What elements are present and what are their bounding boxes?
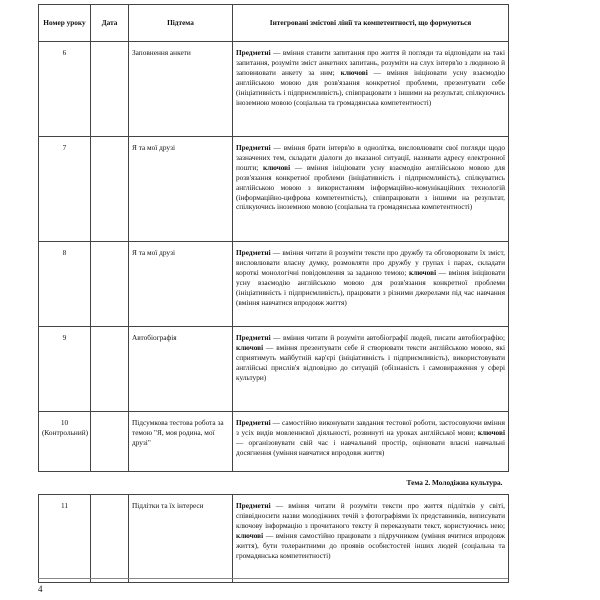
table-row bbox=[39, 42, 509, 137]
table-row bbox=[39, 137, 509, 242]
lesson-date bbox=[91, 242, 129, 327]
header-date: Дата bbox=[91, 5, 129, 42]
key-text: — вміння самостійно працювати з підручником (уміння вчитися впродовж життя), бути толерантними до проявів особистостей інших людей (соціальна та громадянська компетентності) bbox=[236, 530, 505, 560]
subject-text: — вміння брати інтерв'ю в однолітка, висловлювати свої погляди щодо зазначених тем, складати діалоги до вказаної ситуації, називати адресу електронної пошти; bbox=[236, 143, 505, 172]
header-integrated-lines: Інтегровані змістові лінії та компетентності, що формуються bbox=[233, 5, 509, 42]
table-row bbox=[39, 242, 509, 327]
lesson-date bbox=[91, 137, 129, 242]
key-label: ключові bbox=[340, 67, 368, 77]
lesson-plan-table bbox=[38, 4, 509, 583]
table-header-row bbox=[39, 5, 509, 42]
subject-text: — вміння ставити запитання про життя й погляди та відповідати на такі запитання, розуміти зміст анкетних запитань, розуміти на слух інтерв'ю з людиною й заповнювати анкету за ним; bbox=[236, 48, 505, 77]
table-row bbox=[39, 412, 509, 472]
page-number: 4 bbox=[38, 584, 43, 594]
subject-text: — вміння читати й розуміти автобіографії людей, писати автобіографію; bbox=[270, 333, 505, 342]
lesson-subtopic: Підлітки та їх інтереси bbox=[129, 495, 233, 583]
subject-label: Предметні bbox=[236, 48, 271, 57]
lesson-subtopic: Підсумкова тестова робота за темою "Я, моя родина, мої друзі" bbox=[129, 412, 233, 472]
key-text: — організовувати свій час і навчальний простір, оцінювати власні навчальні досягнення (уміння навчатися впродовж життя) bbox=[236, 437, 505, 457]
subject-label: Предметні bbox=[236, 333, 271, 342]
subject-text: — самостійно виконувати завдання тестової роботи, застосовуючи вміння з усіх видів мовленнєвої діяльності, розвинуті на уроках англійської мови; bbox=[236, 418, 505, 437]
lesson-number: 10 (Контрольний) bbox=[39, 412, 91, 472]
subject-label: Предметні bbox=[236, 501, 271, 510]
key-label: ключові bbox=[236, 530, 264, 540]
subject-text: — вміння читати й розуміти тексти про дружбу та обговорювати їх зміст, висловлювати власну думку, розмовляти про дружбу у групах і парах, складати короткі монологічні повідомлення за заданою темою; bbox=[236, 248, 505, 277]
key-label: ключові bbox=[408, 267, 437, 277]
lesson-competences bbox=[233, 495, 509, 583]
key-text: — вміння ініціювати усну взаємодію англійською мовою для розв'язання конкретної проблеми (ініціативність і підприємливість), спілкуватись англійською мовою з використанням інформаційно-комунікаційних технологій (інформаційно-цифрова компетентність), співпрацювати з іншими на результат, спілкуючись іноземною мовою (соціальна та громадянська компетентності) bbox=[236, 162, 505, 212]
lesson-subtopic: Я та мої друзі bbox=[129, 137, 233, 242]
lesson-number: 8 bbox=[39, 242, 91, 327]
lesson-date bbox=[91, 42, 129, 137]
lesson-date bbox=[91, 412, 129, 472]
lesson-competences bbox=[233, 137, 509, 242]
lesson-competences bbox=[233, 412, 509, 472]
lesson-competences bbox=[233, 242, 509, 327]
lesson-date bbox=[91, 495, 129, 583]
key-text: — вміння ініціювати усну взаємодію англійською мовою для розв'язання конкретної проблеми (ініціативність і підприємливість), працювати з різними джерелами під час навчання (вміння навчатися впродовж життя) bbox=[236, 267, 505, 307]
key-label: ключові bbox=[263, 162, 291, 172]
lesson-number: 11 bbox=[39, 495, 91, 583]
topic-heading-row bbox=[39, 472, 509, 495]
key-text: — вміння ініціювати усну взаємодію англійською мовою для розв'язання конкретної проблеми, презентувати себе (ініціативність і підприємливість), співпрацювати з іншими на результат, спілкуючись іноземною мовою (соціальна та громадянська компетентності) bbox=[236, 67, 505, 107]
subject-text: — вміння читати й розуміти тексти про життя підлітків у світі, співвідносити назви молодіжних течій з фотографіями їх представників, виписувати ключову інформацію з прочитаного тексту й переказувати текст, користуючись нею; bbox=[236, 501, 505, 530]
key-label: ключові bbox=[236, 342, 264, 352]
lesson-number: 6 bbox=[39, 42, 91, 137]
header-subtopic: Підтема bbox=[129, 5, 233, 42]
lesson-competences bbox=[233, 327, 509, 412]
table-row bbox=[39, 495, 509, 583]
header-lesson-number: Номер уроку bbox=[39, 5, 91, 42]
subject-label: Предметні bbox=[236, 143, 271, 152]
lesson-number: 7 bbox=[39, 137, 91, 242]
subject-label: Предметні bbox=[236, 418, 271, 427]
lesson-number: 9 bbox=[39, 327, 91, 412]
lesson-subtopic: Я та мої друзі bbox=[129, 242, 233, 327]
topic-heading: Тема 2. Молодіжна культура. bbox=[39, 472, 509, 495]
key-text: — вміння презентувати себе й створювати тексти англійською мовою, які сприятимуть майбутній кар'єрі (ініціативність і підприємливість), використовувати англійські прислів'я відповідно до ситуацій (обізнаність і самовираження у сфері культури) bbox=[236, 342, 505, 382]
table-row bbox=[39, 327, 509, 412]
subject-label: Предметні bbox=[236, 248, 271, 257]
lesson-date bbox=[91, 327, 129, 412]
lesson-subtopic: Автобіографія bbox=[129, 327, 233, 412]
key-label: ключові bbox=[477, 427, 505, 437]
lesson-competences bbox=[233, 42, 509, 137]
lesson-subtopic: Заповнення анкети bbox=[129, 42, 233, 137]
footer-divider bbox=[38, 578, 508, 579]
